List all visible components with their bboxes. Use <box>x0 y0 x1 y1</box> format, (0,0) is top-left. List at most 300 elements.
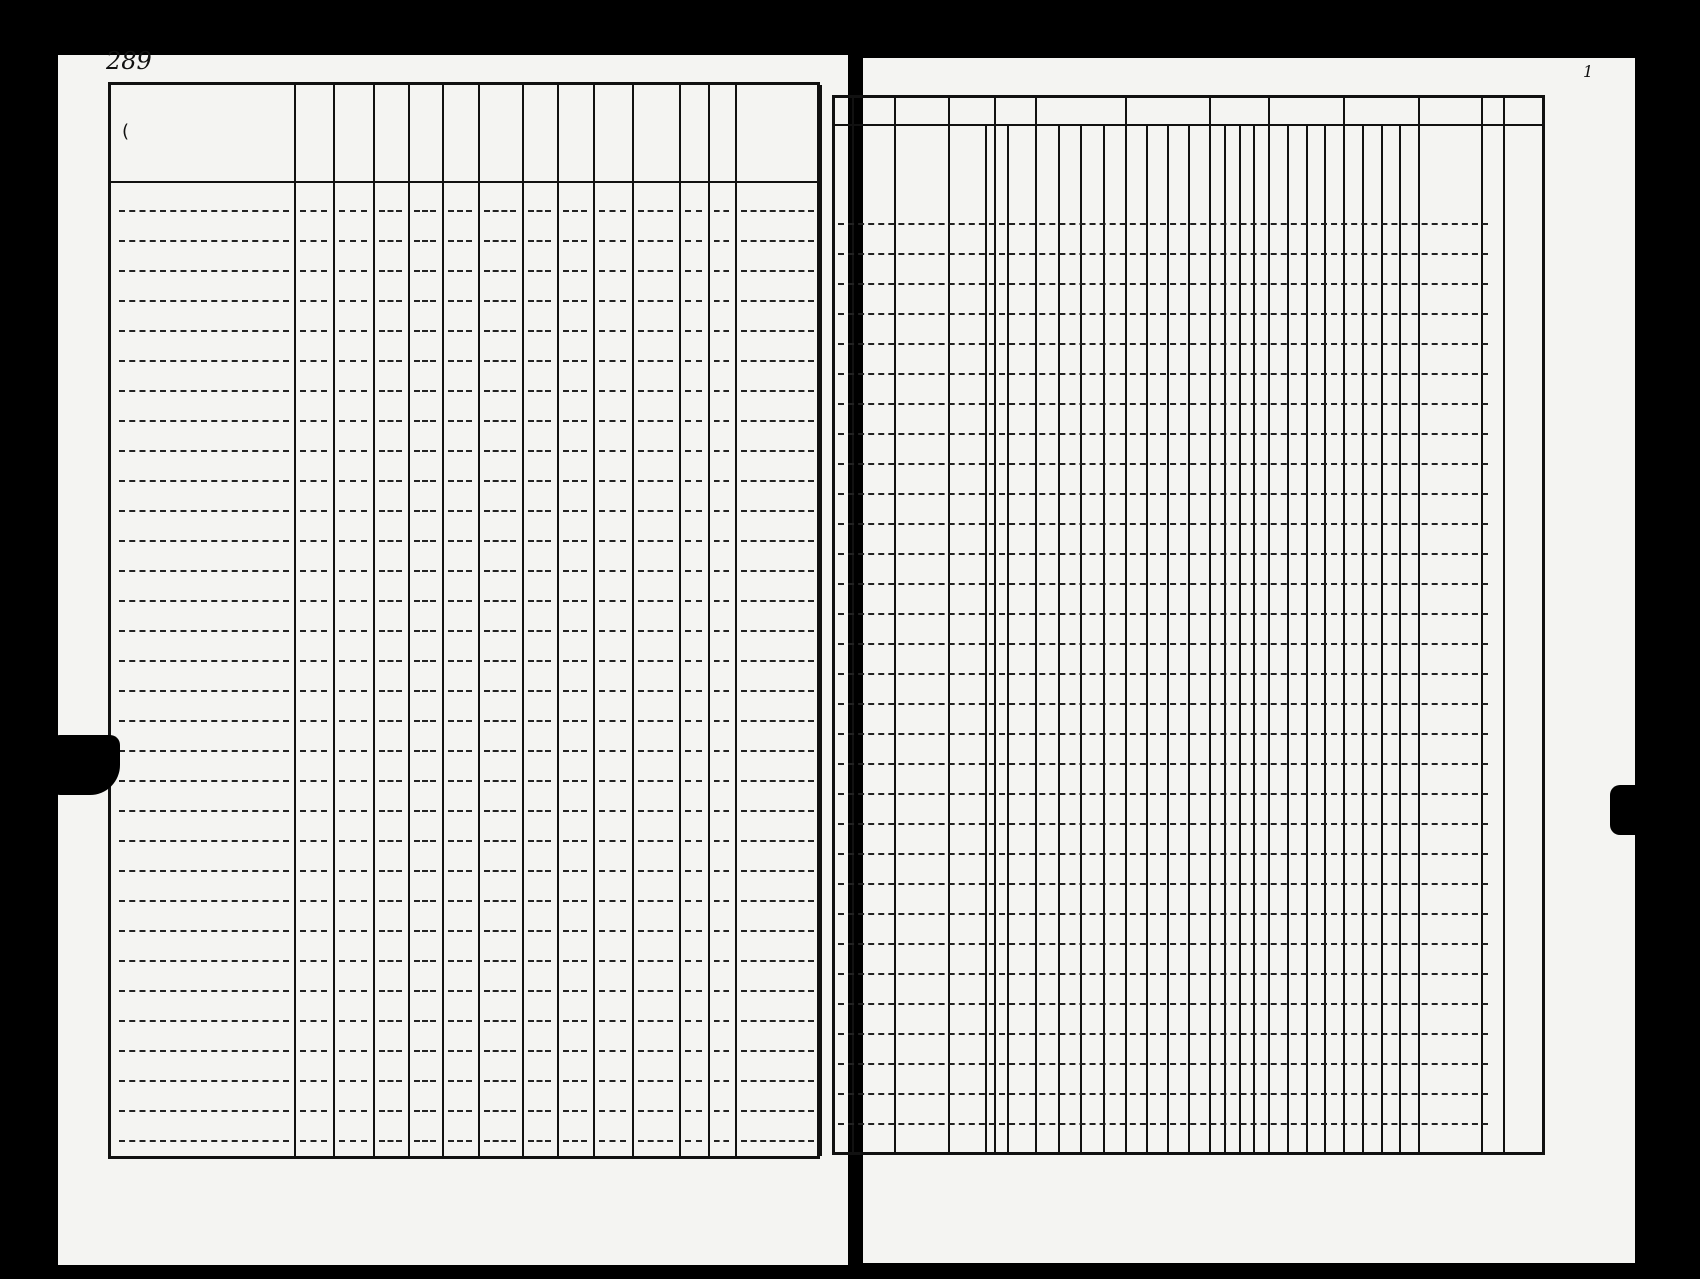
entry-rule-line <box>448 720 472 722</box>
entry-rule-line <box>379 840 402 842</box>
entry-rule-line <box>838 433 1488 435</box>
entry-rule-line <box>379 600 402 602</box>
entry-rule-line <box>379 210 402 212</box>
column-divider <box>442 85 444 1156</box>
entry-rule-line <box>379 570 402 572</box>
name-rule-line <box>119 300 289 302</box>
entry-rule-line <box>300 420 327 422</box>
year-sub-divider <box>1362 124 1364 1152</box>
entry-rule-line <box>599 750 626 752</box>
entry-rule-line <box>714 390 729 392</box>
entry-rule-line <box>714 660 729 662</box>
entry-rule-line <box>448 600 472 602</box>
name-rule-line <box>119 1020 289 1022</box>
entry-rule-line <box>599 900 626 902</box>
entry-rule-line <box>484 960 516 962</box>
entry-rule-line <box>741 1050 814 1052</box>
entry-rule-line <box>379 1050 402 1052</box>
entry-rule-line <box>685 630 702 632</box>
entry-rule-line <box>339 810 367 812</box>
entry-rule-line <box>638 270 673 272</box>
entry-rule-line <box>379 930 402 932</box>
entry-rule-line <box>528 630 551 632</box>
entry-rule-line <box>599 990 626 992</box>
entry-rule-line <box>838 493 1488 495</box>
entry-rule-line <box>685 330 702 332</box>
entry-rule-line <box>339 780 367 782</box>
entry-rule-line <box>448 540 472 542</box>
entry-rule-line <box>339 390 367 392</box>
entry-rule-line <box>414 1080 436 1082</box>
column-divider <box>1209 98 1211 1152</box>
entry-rule-line <box>484 330 516 332</box>
entry-rule-line <box>838 343 1488 345</box>
entry-rule-line <box>599 240 626 242</box>
entry-rule-line <box>685 960 702 962</box>
entry-rule-line <box>300 990 327 992</box>
entry-rule-line <box>563 630 587 632</box>
entry-rule-line <box>714 360 729 362</box>
entry-rule-line <box>379 1020 402 1022</box>
entry-rule-line <box>714 1020 729 1022</box>
entry-rule-line <box>838 673 1488 675</box>
entry-rule-line <box>685 1050 702 1052</box>
entry-rule-line <box>339 690 367 692</box>
entry-rule-line <box>339 270 367 272</box>
entry-rule-line <box>528 540 551 542</box>
year-sub-divider <box>1287 124 1289 1152</box>
entry-rule-line <box>448 360 472 362</box>
year-sub-divider <box>1224 124 1226 1152</box>
name-rule-line <box>119 390 289 392</box>
entry-rule-line <box>300 600 327 602</box>
entry-rule-line <box>563 900 587 902</box>
entry-rule-line <box>484 510 516 512</box>
entry-rule-line <box>448 990 472 992</box>
entry-rule-line <box>563 540 587 542</box>
entry-rule-line <box>339 870 367 872</box>
entry-rule-line <box>300 900 327 902</box>
entry-rule-line <box>300 630 327 632</box>
entry-rule-line <box>838 853 1488 855</box>
entry-rule-line <box>339 540 367 542</box>
column-divider <box>1268 98 1270 1152</box>
entry-rule-line <box>448 1110 472 1112</box>
entry-rule-line <box>838 463 1488 465</box>
entry-rule-line <box>638 480 673 482</box>
name-rule-line <box>119 630 289 632</box>
entry-rule-line <box>563 1020 587 1022</box>
entry-rule-line <box>379 960 402 962</box>
entry-rule-line <box>741 570 814 572</box>
entry-rule-line <box>685 480 702 482</box>
entry-rule-line <box>838 373 1488 375</box>
entry-rule-line <box>714 570 729 572</box>
entry-rule-line <box>741 990 814 992</box>
entry-rule-line <box>528 480 551 482</box>
entry-rule-line <box>300 870 327 872</box>
entry-rule-line <box>339 600 367 602</box>
entry-rule-line <box>379 390 402 392</box>
entry-rule-line <box>339 660 367 662</box>
entry-rule-line <box>714 330 729 332</box>
name-rule-line <box>119 660 289 662</box>
entry-rule-line <box>414 870 436 872</box>
column-divider <box>1343 98 1345 1152</box>
entry-rule-line <box>599 270 626 272</box>
name-rule-line <box>119 270 289 272</box>
year-sub-divider <box>1007 124 1009 1152</box>
entry-rule-line <box>300 1050 327 1052</box>
entry-rule-line <box>414 660 436 662</box>
entry-rule-line <box>838 703 1488 705</box>
entry-rule-line <box>414 240 436 242</box>
entry-rule-line <box>414 1140 436 1142</box>
entry-rule-line <box>339 930 367 932</box>
entry-rule-line <box>599 1080 626 1082</box>
entry-rule-line <box>685 240 702 242</box>
entry-rule-line <box>741 750 814 752</box>
entry-rule-line <box>685 900 702 902</box>
entry-rule-line <box>638 450 673 452</box>
entry-rule-line <box>563 660 587 662</box>
entry-rule-line <box>528 390 551 392</box>
entry-rule-line <box>599 840 626 842</box>
entry-rule-line <box>638 690 673 692</box>
entry-rule-line <box>838 733 1488 735</box>
name-rule-line <box>119 990 289 992</box>
entry-rule-line <box>685 510 702 512</box>
entry-rule-line <box>741 450 814 452</box>
entry-rule-line <box>339 240 367 242</box>
entry-rule-line <box>528 1110 551 1112</box>
entry-rule-line <box>484 780 516 782</box>
entry-rule-line <box>448 1050 472 1052</box>
entry-rule-line <box>563 270 587 272</box>
entry-rule-line <box>300 720 327 722</box>
entry-rule-line <box>528 810 551 812</box>
entry-rule-line <box>339 630 367 632</box>
entry-rule-line <box>685 840 702 842</box>
name-rule-line <box>119 360 289 362</box>
entry-rule-line <box>484 300 516 302</box>
entry-rule-line <box>528 1140 551 1142</box>
name-rule-line <box>119 210 289 212</box>
entry-rule-line <box>414 360 436 362</box>
entry-rule-line <box>838 553 1488 555</box>
name-rule-line <box>119 450 289 452</box>
entry-rule-line <box>599 930 626 932</box>
entry-rule-line <box>599 480 626 482</box>
name-rule-line <box>119 1110 289 1112</box>
entry-rule-line <box>300 210 327 212</box>
name-rule-line <box>119 480 289 482</box>
name-rule-line <box>119 900 289 902</box>
name-rule-line <box>119 690 289 692</box>
entry-rule-line <box>528 870 551 872</box>
entry-rule-line <box>685 300 702 302</box>
entry-rule-line <box>563 780 587 782</box>
entry-rule-line <box>685 690 702 692</box>
entry-rule-line <box>528 450 551 452</box>
entry-rule-line <box>528 840 551 842</box>
entry-rule-line <box>563 240 587 242</box>
header-divider <box>111 181 817 183</box>
column-divider <box>1125 98 1127 1152</box>
entry-rule-line <box>339 480 367 482</box>
entry-rule-line <box>300 240 327 242</box>
entry-rule-line <box>838 1033 1488 1035</box>
entry-rule-line <box>339 420 367 422</box>
entry-rule-line <box>714 600 729 602</box>
entry-rule-line <box>685 720 702 722</box>
entry-rule-line <box>414 690 436 692</box>
entry-rule-line <box>838 1063 1488 1065</box>
entry-rule-line <box>448 930 472 932</box>
entry-rule-line <box>300 750 327 752</box>
entry-rule-line <box>484 840 516 842</box>
entry-rule-line <box>599 420 626 422</box>
entry-rule-line <box>741 1140 814 1142</box>
name-rule-line <box>119 420 289 422</box>
entry-rule-line <box>414 1050 436 1052</box>
entry-rule-line <box>300 570 327 572</box>
year-sub-divider <box>1103 124 1105 1152</box>
entry-rule-line <box>838 943 1488 945</box>
entry-rule-line <box>563 420 587 422</box>
entry-rule-line <box>379 450 402 452</box>
name-rule-line <box>119 780 289 782</box>
name-rule-line <box>119 960 289 962</box>
entry-rule-line <box>599 570 626 572</box>
entry-rule-line <box>714 510 729 512</box>
entry-rule-line <box>714 960 729 962</box>
entry-rule-line <box>838 613 1488 615</box>
entry-rule-line <box>638 870 673 872</box>
entry-rule-line <box>741 630 814 632</box>
entry-rule-line <box>339 1020 367 1022</box>
column-divider <box>632 85 634 1156</box>
entry-rule-line <box>484 660 516 662</box>
entry-rule-line <box>838 283 1488 285</box>
entry-rule-line <box>685 1110 702 1112</box>
entry-rule-line <box>448 660 472 662</box>
name-rule-line <box>119 510 289 512</box>
entry-rule-line <box>484 1020 516 1022</box>
entry-rule-line <box>528 990 551 992</box>
entry-rule-line <box>339 1080 367 1082</box>
entry-rule-line <box>838 913 1488 915</box>
entry-rule-line <box>638 390 673 392</box>
entry-rule-line <box>638 510 673 512</box>
entry-rule-line <box>741 300 814 302</box>
entry-rule-line <box>563 570 587 572</box>
entry-rule-line <box>741 840 814 842</box>
entry-rule-line <box>448 330 472 332</box>
entry-rule-line <box>714 540 729 542</box>
entry-rule-line <box>638 330 673 332</box>
entry-rule-line <box>638 630 673 632</box>
entry-rule-line <box>484 210 516 212</box>
column-divider <box>820 85 822 1156</box>
entry-rule-line <box>528 570 551 572</box>
year-sub-divider <box>1188 124 1190 1152</box>
entry-rule-line <box>300 540 327 542</box>
entry-rule-line <box>638 1110 673 1112</box>
entry-rule-line <box>714 720 729 722</box>
entry-rule-line <box>599 1020 626 1022</box>
column-divider <box>1418 98 1420 1152</box>
entry-rule-line <box>484 480 516 482</box>
entry-rule-line <box>741 390 814 392</box>
entry-rule-line <box>599 630 626 632</box>
entry-rule-line <box>339 1110 367 1112</box>
entry-rule-line <box>741 900 814 902</box>
entry-rule-line <box>599 960 626 962</box>
entry-rule-line <box>563 840 587 842</box>
name-rule-line <box>119 720 289 722</box>
entry-rule-line <box>484 1110 516 1112</box>
entry-rule-line <box>414 480 436 482</box>
entry-rule-line <box>838 583 1488 585</box>
entry-rule-line <box>714 630 729 632</box>
entry-rule-line <box>448 300 472 302</box>
entry-rule-line <box>563 990 587 992</box>
entry-rule-line <box>484 540 516 542</box>
entry-rule-line <box>638 720 673 722</box>
entry-rule-line <box>714 990 729 992</box>
entry-rule-line <box>599 540 626 542</box>
column-divider <box>478 85 480 1156</box>
entry-rule-line <box>484 810 516 812</box>
entry-rule-line <box>448 510 472 512</box>
name-rule-line <box>119 1140 289 1142</box>
entry-rule-line <box>528 300 551 302</box>
entry-rule-line <box>484 390 516 392</box>
entry-rule-line <box>414 570 436 572</box>
entry-rule-line <box>528 930 551 932</box>
entry-rule-line <box>484 240 516 242</box>
year-sub-divider <box>1253 124 1255 1152</box>
entry-rule-line <box>339 570 367 572</box>
column-divider <box>1481 98 1483 1152</box>
entry-rule-line <box>339 330 367 332</box>
entry-rule-line <box>838 1093 1488 1095</box>
entry-rule-line <box>300 300 327 302</box>
entry-rule-line <box>339 840 367 842</box>
entry-rule-line <box>528 510 551 512</box>
entry-rule-line <box>714 1140 729 1142</box>
entry-rule-line <box>638 240 673 242</box>
entry-rule-line <box>741 870 814 872</box>
entry-rule-line <box>714 210 729 212</box>
entry-rule-line <box>563 510 587 512</box>
entry-rule-line <box>300 390 327 392</box>
entry-rule-line <box>638 750 673 752</box>
entry-rule-line <box>339 990 367 992</box>
year-sub-divider <box>1080 124 1082 1152</box>
entry-rule-line <box>838 793 1488 795</box>
entry-rule-line <box>528 900 551 902</box>
entry-rule-line <box>339 1050 367 1052</box>
entry-rule-line <box>599 1050 626 1052</box>
entry-rule-line <box>741 690 814 692</box>
entry-rule-line <box>484 930 516 932</box>
entry-rule-line <box>414 720 436 722</box>
column-divider <box>894 98 896 1152</box>
entry-rule-line <box>563 330 587 332</box>
name-rule-line <box>119 540 289 542</box>
entry-rule-line <box>379 300 402 302</box>
entry-rule-line <box>484 870 516 872</box>
entry-rule-line <box>448 810 472 812</box>
entry-rule-line <box>599 390 626 392</box>
entry-rule-line <box>484 690 516 692</box>
entry-rule-line <box>379 660 402 662</box>
entry-rule-line <box>339 360 367 362</box>
entry-rule-line <box>339 510 367 512</box>
entry-rule-line <box>741 1110 814 1112</box>
entry-rule-line <box>414 600 436 602</box>
entry-rule-line <box>838 823 1488 825</box>
entry-rule-line <box>685 210 702 212</box>
entry-rule-line <box>685 990 702 992</box>
entry-rule-line <box>685 1080 702 1082</box>
entry-rule-line <box>638 840 673 842</box>
entry-rule-line <box>448 960 472 962</box>
left-page <box>58 47 848 1265</box>
entry-rule-line <box>714 870 729 872</box>
entry-rule-line <box>448 690 472 692</box>
entry-rule-line <box>414 510 436 512</box>
entry-rule-line <box>300 930 327 932</box>
entry-rule-line <box>685 390 702 392</box>
entry-rule-line <box>414 450 436 452</box>
entry-rule-line <box>638 540 673 542</box>
entry-rule-line <box>714 300 729 302</box>
entry-rule-line <box>714 930 729 932</box>
entry-rule-line <box>563 450 587 452</box>
entry-rule-line <box>599 600 626 602</box>
entry-rule-line <box>379 870 402 872</box>
name-rule-line <box>119 1050 289 1052</box>
entry-rule-line <box>599 870 626 872</box>
entry-rule-line <box>528 1050 551 1052</box>
entry-rule-line <box>599 210 626 212</box>
entry-rule-line <box>714 240 729 242</box>
entry-rule-line <box>528 1020 551 1022</box>
entry-rule-line <box>528 720 551 722</box>
year-sub-divider <box>1381 124 1383 1152</box>
entry-rule-line <box>414 420 436 422</box>
entry-rule-line <box>484 750 516 752</box>
name-rule-line <box>119 600 289 602</box>
entry-rule-line <box>339 720 367 722</box>
entry-rule-line <box>838 763 1488 765</box>
entry-rule-line <box>741 420 814 422</box>
name-rule-line <box>119 1080 289 1082</box>
entry-rule-line <box>414 960 436 962</box>
entry-rule-line <box>714 690 729 692</box>
entry-rule-line <box>379 1080 402 1082</box>
entry-rule-line <box>563 870 587 872</box>
entry-rule-line <box>599 510 626 512</box>
entry-rule-line <box>414 780 436 782</box>
entry-rule-line <box>714 750 729 752</box>
column-divider <box>333 85 335 1156</box>
right-page <box>863 58 1635 1263</box>
entry-rule-line <box>714 450 729 452</box>
